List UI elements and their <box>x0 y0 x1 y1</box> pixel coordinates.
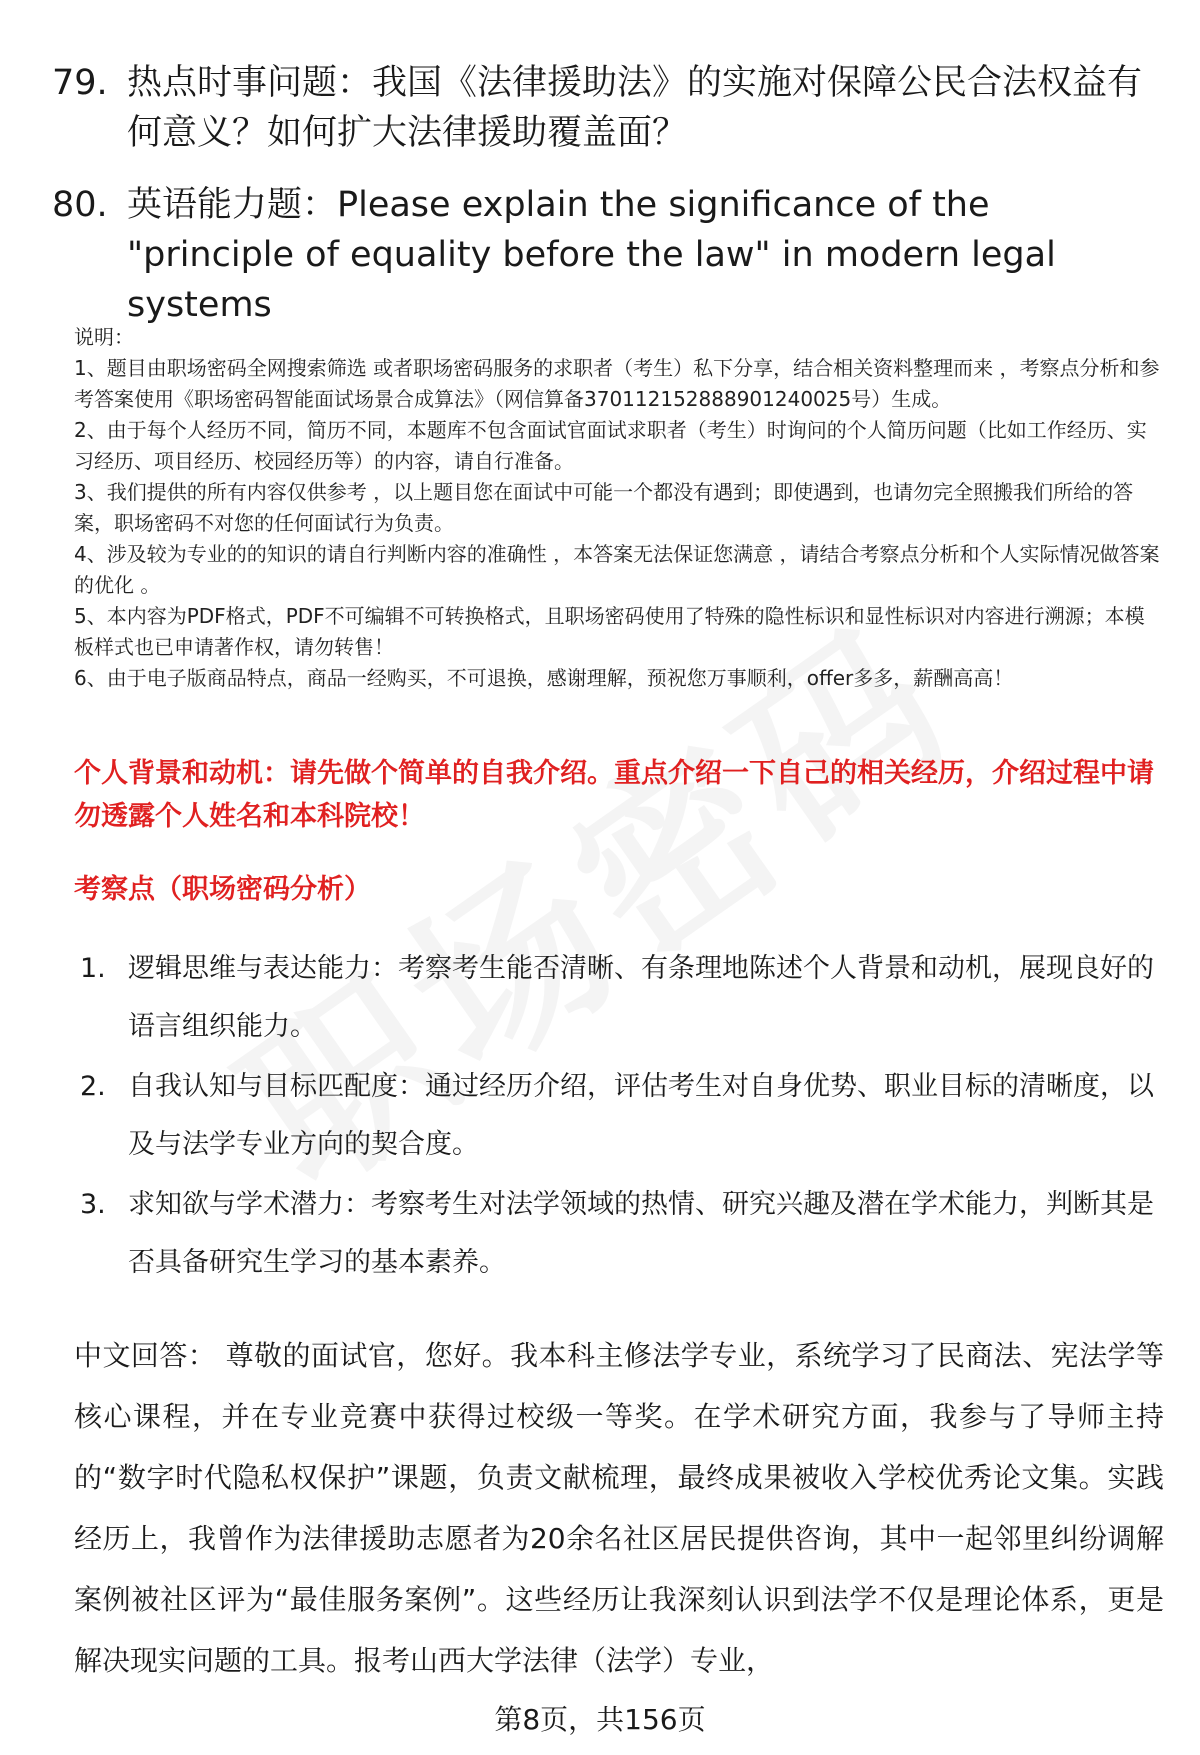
question-number: 80. <box>52 185 108 225</box>
question-item <box>52 180 1162 330</box>
background-question-heading: 个人背景和动机：请先做个简单的自我介绍。重点介绍一下自己的相关经历，介绍过程中请勿透露个人姓名和本科院校！ <box>74 758 1154 832</box>
focus-point-number: 3. <box>80 1189 106 1220</box>
page-footer: 第8页，共156页 <box>494 1703 706 1736</box>
focus-point-text: 求知欲与学术潜力：考察考生对法学领域的热情、研究兴趣及潜在学术能力，判断其是否具备研究生学习的基本素养。 <box>128 1189 1154 1278</box>
notes-heading: 说明： <box>74 325 134 349</box>
note-item: 5、本内容为PDF格式，PDF不可编辑不可转换格式，且职场密码使用了特殊的隐性标识和显性标识对内容进行溯源；本模板样式也已申请著作权，请勿转售！ <box>74 604 1145 659</box>
notes-section <box>74 322 1164 694</box>
focus-point-item <box>80 1058 1165 1174</box>
focus-point-text: 自我认知与目标匹配度：通过经历介绍，评估考生对自身优势、职业目标的清晰度，以及与法学专业方向的契合度。 <box>128 1071 1154 1160</box>
question-item <box>52 58 1162 158</box>
focus-point-text: 逻辑思维与表达能力：考察考生能否清晰、有条理地陈述个人背景和动机，展现良好的语言组织能力。 <box>128 953 1154 1042</box>
note-item: 6、由于电子版商品特点，商品一经购买，不可退换，感谢理解，预祝您万事顺利，offer多多，薪酬高高！ <box>74 666 1014 690</box>
focus-point-item <box>80 940 1165 1056</box>
question-text: 英语能力题：Please explain the significance of the "principle of equality before the law" in modern legal systems <box>127 185 1056 325</box>
note-item: 3、我们提供的所有内容仅供参考 ，以上题目您在面试中可能一个都没有遇到；即使遇到，也请勿完全照搬我们所给的答案，职场密码不对您的任何面试行为负责。 <box>74 480 1134 535</box>
question-text: 热点时事问题：我国《法律援助法》的实施对保障公民合法权益有何意义？如何扩大法律援助覆盖面？ <box>127 63 1143 153</box>
note-item: 1、题目由职场密码全网搜索筛选 或者职场密码服务的求职者（考生）私下分享，结合相关资料整理而来 ，考察点分析和参考答案使用《职场密码智能面试场景合成算法》（网信算备370112152888901240025号）生成。 <box>74 356 1160 411</box>
focus-points-heading: 考察点（职场密码分析） <box>74 874 371 905</box>
question-list <box>52 58 1162 352</box>
focus-point-number: 2. <box>80 1071 106 1102</box>
question-number: 79. <box>52 63 108 103</box>
note-item: 2、由于每个人经历不同，简历不同，本题库不包含面试官面试求职者（考生）时询问的个人简历问题（比如工作经历、实习经历、项目经历、校园经历等）的内容，请自行准备。 <box>74 418 1147 473</box>
focus-point-item <box>80 1176 1165 1292</box>
focus-point-number: 1. <box>80 953 106 984</box>
chinese-answer: 中文回答： 尊敬的面试官，您好。我本科主修法学专业，系统学习了民商法、宪法学等核心课程，并在专业竞赛中获得过校级一等奖。在学术研究方面，我参与了导师主持的“数字时代隐私权保护”课题，负责文献梳理，最终成果被收入学校优秀论文集。实践经历上，我曾作为法律援助志愿者为20余名社区居民提供咨询，其中一起邻里纠纷调解案例被社区评为“最佳服务案例”。这些经历让我深刻认识到法学不仅是理论体系，更是解决现实问题的工具。报考山西大学法律（法学）专业， <box>74 1339 1164 1677</box>
focus-points-list <box>80 940 1165 1294</box>
note-item: 4、涉及较为专业的的知识的请自行判断内容的准确性 ，本答案无法保证您满意 ，请结合考察点分析和个人实际情况做答案的优化 。 <box>74 542 1160 597</box>
